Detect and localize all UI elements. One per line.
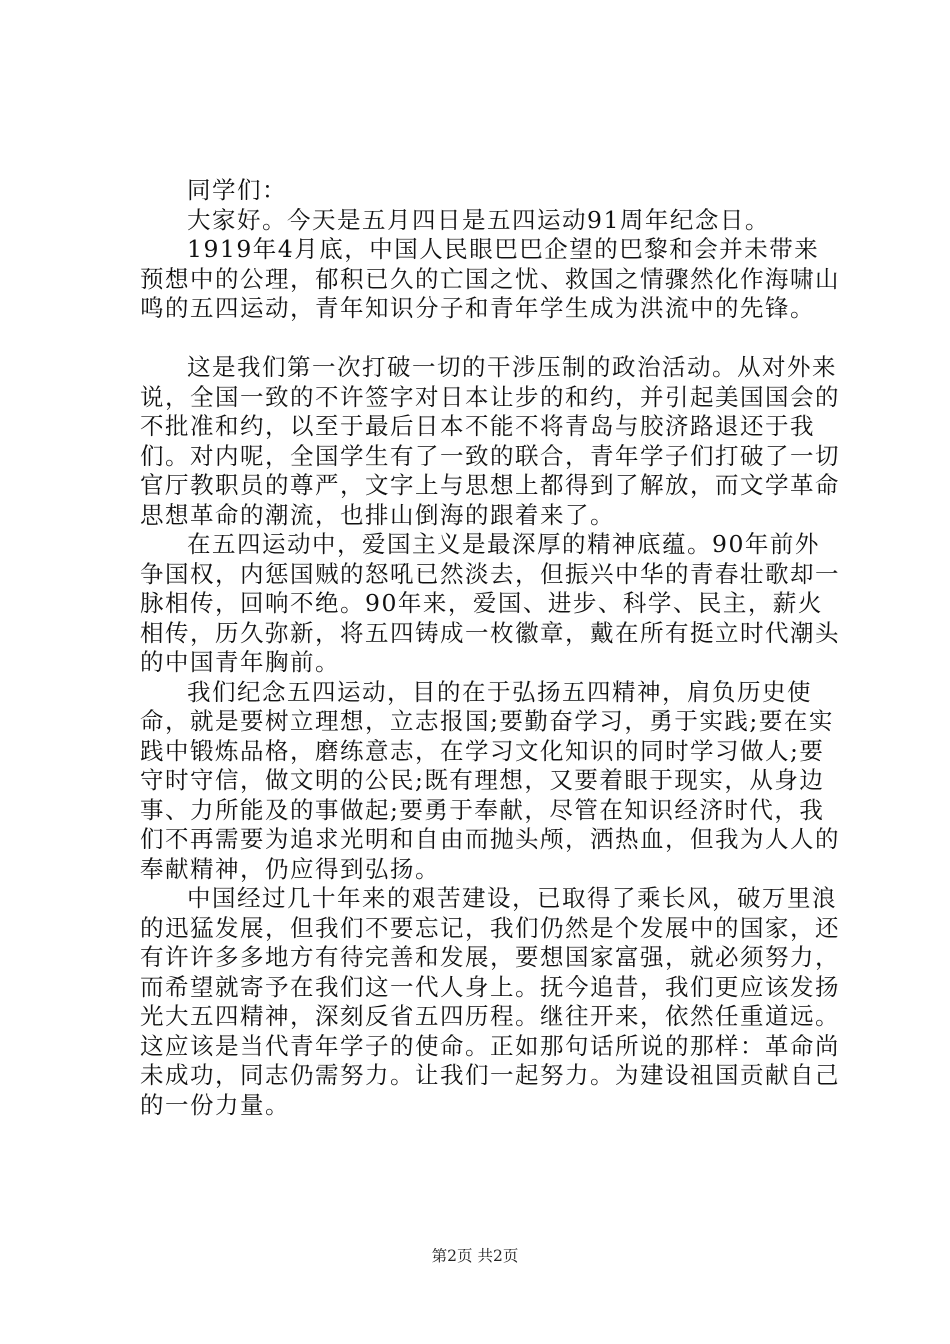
paragraph-spacer (140, 324, 840, 354)
significance-paragraph: 这是我们第一次打破一切的干涉压制的政治活动。从对外来说，全国一致的不许签字对日本让步的和约，并引起美国国会的不批准和约，以至于最后日本不能不将青岛与胶济路退还于我们。对内呢，全国学生有了一致的联合，青年学子们打破了一切官厅教职员的尊严，文字上与思想上都得到了解放，而文学革命思想革命的潮流，也排山倒海的跟着来了。 (140, 353, 840, 529)
closing-paragraph: 中国经过几十年来的艰苦建设，已取得了乘长风，破万里浪的迅猛发展，但我们不要忘记，我们仍然是个发展中的国家，还有许许多多地方有待完善和发展，要想国家富强，就必须努力，而希望就寄予在我们这一代人身上。抚今追昔，我们更应该发扬光大五四精神，深刻反省五四历程。继往开来，依然任重道远。这应该是当代青年学子的使命。正如那句话所说的那样：革命尚未成功，同志仍需努力。让我们一起努力。为建设祖国贡献自己的一份力量。 (140, 884, 840, 1119)
page-number-footer: 第2页 共2页 (431, 1247, 519, 1265)
document-body (140, 176, 840, 1120)
commemoration-paragraph: 我们纪念五四运动，目的在于弘扬五四精神，肩负历史使命，就是要树立理想，立志报国;要勤奋学习，勇于实践;要在实践中锻炼品格，磨练意志，在学习文化知识的同时学习做人;要守时守信，做文明的公民;既有理想，又要着眼于现实，从身边事、力所能及的事做起;要勇于奉献，尽管在知识经济时代，我们不再需要为追求光明和自由而抛头颅，洒热血，但我为人人的奉献精神，仍应得到弘扬。 (140, 677, 840, 883)
opening-paragraph: 大家好。今天是五月四日是五四运动91周年纪念日。 (187, 205, 770, 234)
patriotism-paragraph: 在五四运动中，爱国主义是最深厚的精神底蕴。90年前外争国权，内惩国贼的怒吼已然淡去，但振兴中华的青春壮歌却一脉相传，回响不绝。90年来，爱国、进步、科学、民主，薪火相传，历久弥新，将五四铸成一枚徽章，戴在所有挺立时代潮头的中国青年胸前。 (140, 530, 840, 676)
greeting-paragraph: 同学们： (187, 176, 287, 204)
history-paragraph: 1919年4月底，中国人民眼巴巴企望的巴黎和会并未带来预想中的公理，郁积已久的亡国之忧、救国之情骤然化作海啸山鸣的五四运动，青年知识分子和青年学生成为洪流中的先锋。 (140, 235, 840, 322)
